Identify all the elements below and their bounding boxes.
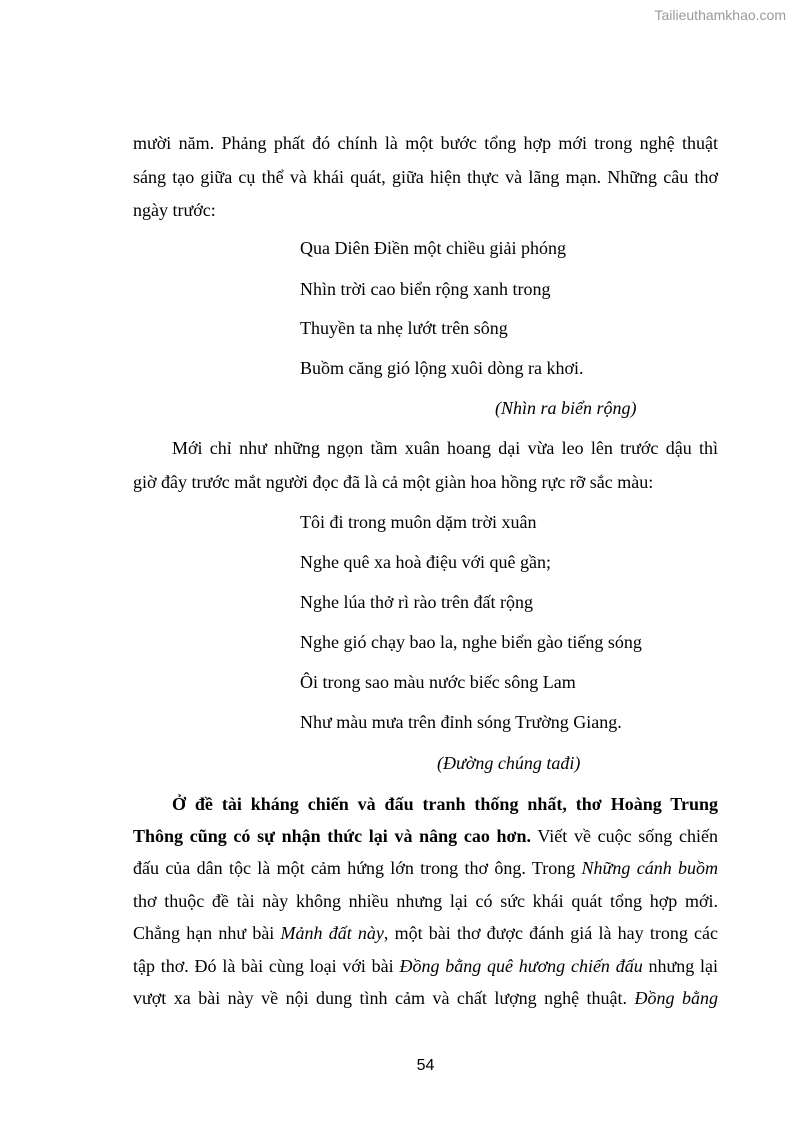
poem-verse: Nghe quê xa hoà điệu với quê gần;	[300, 552, 551, 572]
line-text: vượt xa bài này về nội dung tình cảm và chất lượng nghệ thuật.	[133, 988, 628, 1008]
text-line	[133, 954, 718, 978]
text-line: ngày trước:	[133, 200, 216, 220]
poem-source: (Nhìn ra biển rộng)	[495, 398, 637, 418]
poem-verse: Như màu mưa trên đỉnh sóng Trường Giang.	[300, 712, 622, 732]
poem-verse: Buồm căng gió lộng xuôi dòng ra khơi.	[300, 358, 584, 378]
page-number: 54	[416, 1057, 435, 1074]
line-text: nhưng lại	[648, 956, 719, 976]
italic-title: Đồng bằng quê hương chiến đấu	[399, 956, 643, 976]
poem-verse: Nhìn trời cao biển rộng xanh trong	[300, 279, 551, 299]
text-line	[133, 921, 718, 945]
poem-verse: Thuyền ta nhẹ lướt trên sông	[300, 318, 508, 338]
poem-verse: Qua Diên Điền một chiều giải phóng	[300, 238, 566, 258]
italic-title: Những cánh buồm	[581, 858, 719, 878]
line-text: đấu của dân tộc là một cảm hứng lớn trong thơ ông. Trong	[133, 858, 576, 878]
bold-text: Ở đề tài kháng chiến và đấu tranh thống nhất, thơ Hoàng Trung	[172, 794, 718, 814]
poem-verse: Tôi đi trong muôn dặm trời xuân	[300, 512, 537, 532]
poem-source: (Đường chúng tađi)	[437, 753, 581, 773]
line-text: , một bài thơ được đánh giá là hay trong các	[383, 923, 719, 943]
text-line	[133, 856, 718, 880]
text-line: mười năm. Phảng phất đó chính là một bước tổng hợp mới trong nghệ thuật	[133, 133, 718, 153]
line-text: Chẳng hạn như bài	[133, 923, 275, 943]
text-line: thơ thuộc đề tài này không nhiều nhưng lại có sức khái quát tổng hợp mới.	[133, 891, 718, 911]
text-line: Mới chỉ như những ngọn tầm xuân hoang dại vừa leo lên trước dậu thì	[172, 438, 718, 458]
poem-verse: Ôi trong sao màu nước biếc sông Lam	[300, 672, 576, 692]
italic-title: Đồng bằng	[634, 988, 719, 1008]
line-text: tập thơ. Đó là bài cùng loại với bài	[133, 956, 394, 976]
text-line: giờ đây trước mắt người đọc đã là cả một giàn hoa hồng rực rỡ sắc màu:	[133, 472, 654, 492]
text-line	[172, 792, 718, 816]
bold-text: Thông cũng có sự nhận thức lại và nâng cao hơn.	[133, 826, 532, 846]
poem-verse: Nghe gió chạy bao la, nghe biển gào tiếng sóng	[300, 632, 642, 652]
line-text: Viết về cuộc sống chiến	[537, 826, 718, 846]
poem-verse: Nghe lúa thở rì rào trên đất rộng	[300, 592, 533, 612]
italic-title: Mảnh đất này	[280, 923, 384, 943]
text-line	[133, 986, 718, 1010]
watermark: Tailieuthamkhao.com	[654, 7, 786, 23]
text-line	[133, 824, 718, 848]
text-line: sáng tạo giữa cụ thể và khái quát, giữa hiện thực và lãng mạn. Những câu thơ	[133, 167, 718, 187]
